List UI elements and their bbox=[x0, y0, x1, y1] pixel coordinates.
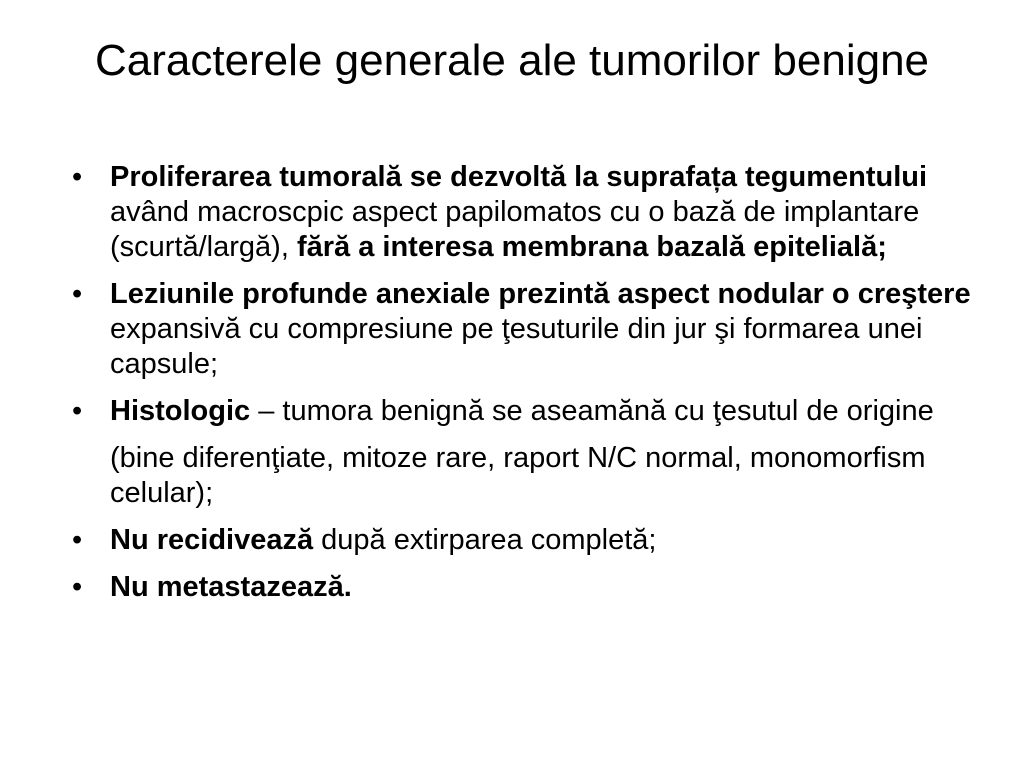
list-item-proliferation bbox=[72, 160, 1002, 265]
slide-title: Caracterele generale ale tumorilor benigne bbox=[94, 36, 930, 85]
item-text: – tumora benignă se aseamănă cu ţesutul de origine bbox=[250, 395, 934, 427]
list-item-deep-lesions bbox=[72, 277, 1002, 382]
bullet-icon: • bbox=[72, 161, 83, 193]
item-bold-text: Histologic bbox=[110, 395, 251, 427]
list-item-no-recurrence bbox=[72, 523, 1002, 558]
bullet-icon: • bbox=[72, 571, 83, 603]
item-text: după extirparea completă; bbox=[313, 524, 657, 556]
item-text: (bine diferenţiate, mitoze rare, raport N/C normal, monomorfism celular); bbox=[110, 442, 926, 509]
item-bold-text: fără a interesa membrana bazală epitelială; bbox=[296, 231, 887, 263]
bullet-icon: • bbox=[72, 395, 83, 427]
list-item-histologic-detail bbox=[72, 441, 1002, 511]
item-text: expansivă cu compresiune pe ţesuturile din jur şi formarea unei capsule; bbox=[110, 313, 923, 380]
item-bold-text: Leziunile profunde anexiale prezintă aspect nodular o creştere bbox=[110, 278, 971, 310]
bullet-icon: • bbox=[72, 278, 83, 310]
item-bold-text: Nu metastazează. bbox=[110, 571, 352, 603]
list-item-no-metastasis bbox=[72, 570, 1002, 605]
list-item-histologic bbox=[72, 394, 1002, 429]
item-bold-text: Nu recidivează bbox=[110, 524, 314, 556]
item-bold-text: Proliferarea tumorală se dezvoltă la suprafața tegumentului bbox=[110, 161, 928, 193]
bullet-icon: • bbox=[72, 524, 83, 556]
item-text: având macroscpic aspect papilomatos cu o bază de implantare (scurtă/largă), bbox=[110, 196, 920, 263]
bullet-list bbox=[72, 160, 1002, 617]
